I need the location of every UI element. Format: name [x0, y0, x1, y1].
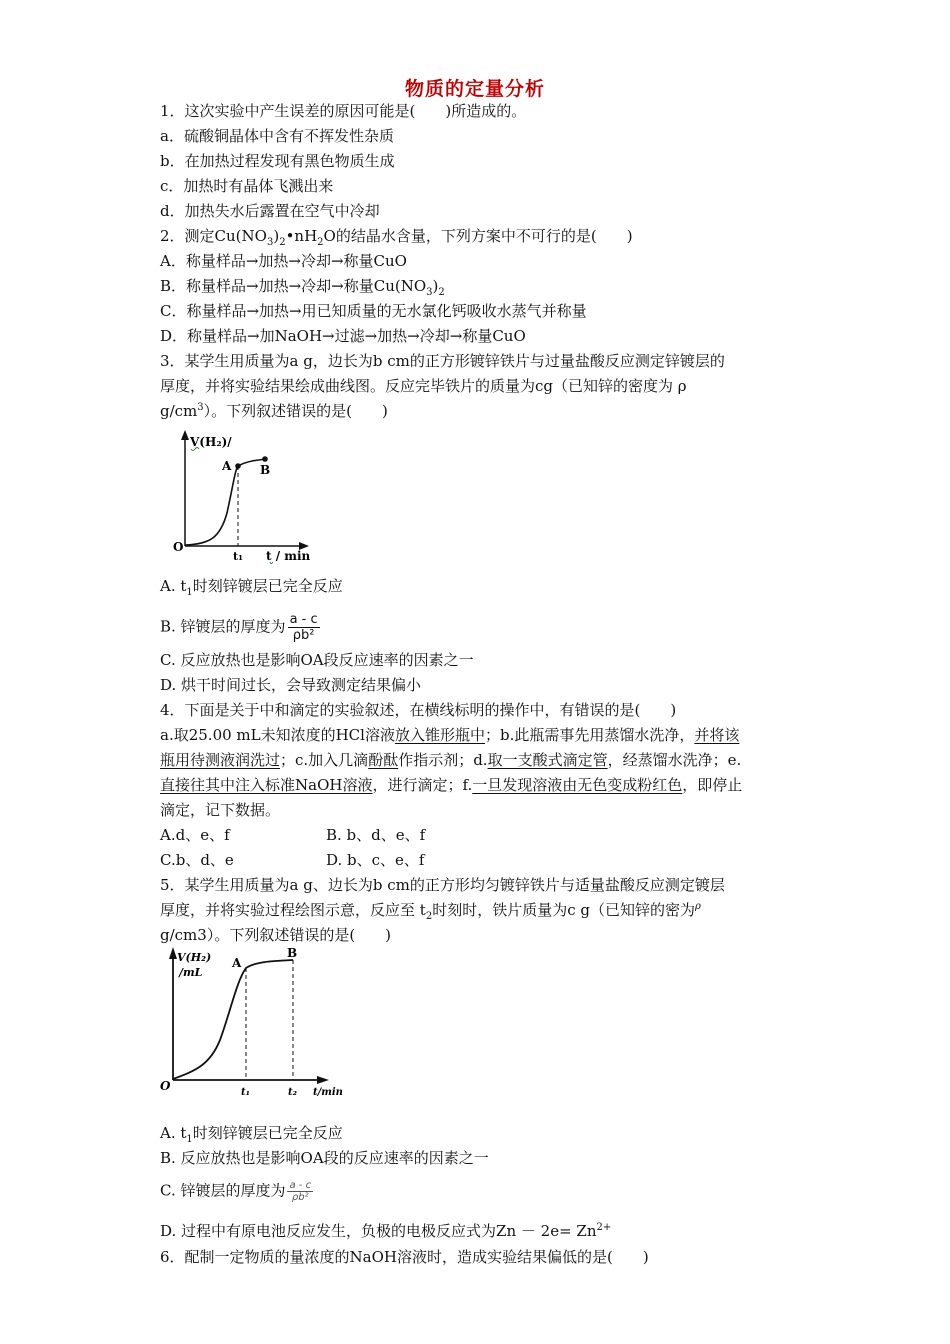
page-title: 物质的定量分析: [404, 78, 545, 100]
q4-option-C: C.b、d、e: [160, 851, 234, 869]
q3-stem-line1: 3．某学生用质量为a g，边长为b cm的正方形镀锌铁片与过量盐酸反应测定锌镀层的: [160, 352, 725, 370]
q2-option-C: C．称量样品→加热→用已知质量的无水氯化钙吸收水蒸气并称量: [160, 302, 587, 320]
q3-graph: [165, 428, 315, 568]
q5-graph-point-b-label: B: [287, 946, 298, 960]
q3-graph-origin-label: O: [173, 540, 184, 554]
q2-option-D: D．称量样品→加NaOH→过滤→加热→冷却→称量CuO: [160, 327, 526, 345]
q5-thickness-fraction: $\frac{a - c}{\text{ρb²}}$: [289, 1180, 312, 1203]
q3-option-C: C. 反应放热也是影响OA段反应速率的因素之一: [160, 651, 474, 669]
q3-stem-line3: $g/cm^3$）。下列叙述错误的是( ): [160, 402, 388, 420]
q3-option-D: D. 烘干时间过长，会导致测定结果偏小: [160, 676, 422, 694]
q1-option-c: c．加热时有晶体飞溅出来: [160, 177, 334, 195]
q4-text-line2: 瓶用待测液润洗过；c.加入几滴酚酞作指示剂；d.取一支酸式滴定管，经蒸馏水洗净；e.: [160, 751, 742, 769]
q5-stem-line1: 5．某学生用质量为a g、边长为b cm的正方形均匀镀锌铁片与适量盐酸反应测定镀层: [160, 876, 725, 894]
q5-graph-t1-label: t₁: [241, 1087, 250, 1098]
q5-graph-ylabel: V(H₂): [177, 951, 212, 964]
q2-option-B: B．称量样品→加热→冷却→称量$Cu(NO_3)_2$: [160, 277, 445, 298]
q1-option-d: d．加热失水后露置在空气中冷却: [160, 202, 380, 220]
q5-graph-ylabel-unit: /mL: [179, 966, 203, 979]
q3-graph-point-b-label: B: [260, 463, 271, 477]
q3-graph-t1-label: t₁: [233, 550, 243, 563]
q5-stem-line2: 厚度，并将实验过程绘图示意，反应至 $t_2$时刻时，铁片质量为c g（已知锌的密为$^\rho$: [160, 901, 701, 922]
q5-option-C: C. 锌镀层的厚度为 $\frac{a - c}{\text{ρb²}}$: [160, 1180, 312, 1203]
q3-graph-point-a-label: A: [222, 459, 232, 473]
q3-graph-ylabel: V(H₂)/: [190, 435, 232, 449]
q4-option-A: A.d、e、f: [160, 826, 230, 844]
q4-option-D: D. b、c、e、f: [326, 851, 425, 869]
q5-graph-t2-label: t₂: [288, 1087, 297, 1098]
q2-stem: 2．测定$Cu(NO_3)_2•nH_2O$的结晶水含量，下列方案中不可行的是( ): [160, 227, 633, 248]
q5-graph: [155, 945, 355, 1100]
q1-option-a: a．硫酸铜晶体中含有不挥发性杂质: [160, 127, 394, 145]
q5-option-B: B. 反应放热也是影响OA段的反应速率的因素之一: [160, 1149, 489, 1167]
q4-text-line3: 直接往其中注入标准NaOH溶液，进行滴定；f.一旦发现溶液由无色变成粉红色，即停止: [160, 776, 743, 794]
q3-option-A: A. $t_1$时刻锌镀层已完全反应: [160, 577, 343, 598]
q1-stem: 1．这次实验中产生误差的原因可能是( )所造成的。: [160, 102, 527, 120]
q4-stem: 4．下面是关于中和滴定的实验叙述，在横线标明的操作中，有错误的是( ): [160, 701, 677, 719]
q1-option-b: b．在加热过程发现有黑色物质生成: [160, 152, 395, 170]
q5-graph-point-a-label: A: [232, 956, 242, 970]
q5-graph-xlabel: t/min: [313, 1087, 343, 1098]
q5-stem-line3: g/cm3）。下列叙述错误的是( ): [160, 926, 392, 944]
q3-thickness-fraction: $\frac{a - c}{\text{ρb²}}$: [289, 612, 318, 643]
q3-graph-xlabel: t / min: [266, 549, 311, 563]
q4-text-line1: a.取25.00 mL未知浓度的HCl溶液放入锥形瓶中；b.此瓶需事先用蒸馏水洗净，并将该: [160, 726, 740, 744]
q6-stem: 6．配制一定物质的量浓度的NaOH溶液时，造成实验结果偏低的是( ): [160, 1248, 649, 1266]
q4-option-B: B. b、d、e、f: [326, 826, 426, 844]
q3-stem-line2: 厚度，并将实验结果绘成曲线图。反应完毕铁片的质量为cg（已知锌的密度为 ρ: [160, 377, 687, 395]
q5-option-A: A. $t_1$时刻锌镀层已完全反应: [160, 1124, 343, 1145]
q5-graph-origin-label: O: [160, 1079, 171, 1093]
q5-option-D: D. 过程中有原电池反应发生，负极的电极反应式为$Zn - 2e= Zn^{2+}$: [160, 1222, 612, 1240]
q4-text-line4: 滴定，记下数据。: [160, 801, 281, 819]
q2-option-A: A．称量样品→加热→冷却→称量CuO: [160, 252, 407, 270]
q3-option-B: B. 锌镀层的厚度为 $\frac{a - c}{\text{ρb²}}$: [160, 612, 318, 643]
